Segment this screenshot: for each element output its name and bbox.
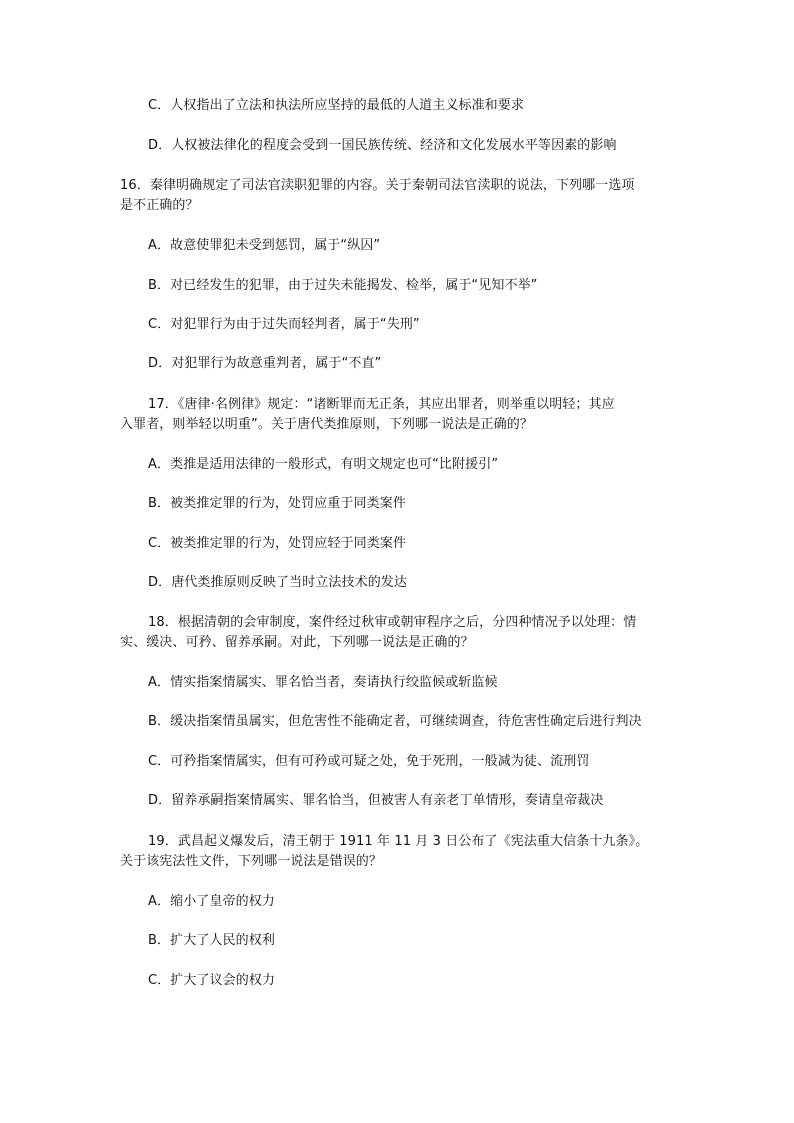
question-17-option-a: A．类推是适用法律的一般形式，有明文规定也可“比附援引”: [148, 457, 499, 472]
question-17-stem-cont: 入罪者，则举轻以明重”。关于唐代类推原则，下列哪一说法是正确的？: [120, 417, 533, 432]
question-17-option-c: C．被类推定罪的行为，处罚应轻于同类案件: [148, 536, 407, 551]
option-c-line: C．人权指出了立法和执法所应坚持的最低的人道主义标准和要求: [148, 98, 524, 113]
question-16-option-d: D．对犯罪行为故意重判者，属于“不直”: [148, 356, 382, 371]
question-19-stem-cont: 关于该宪法性文件，下列哪一说法是错误的？: [120, 854, 383, 869]
question-17-option-b: B．被类推定罪的行为，处罚应重于同类案件: [148, 496, 406, 511]
question-16-option-b: B．对已经发生的犯罪，由于过失未能揭发、检举，属于“见知不举”: [148, 278, 538, 293]
question-19-option-b: B．扩大了人民的权利: [148, 933, 275, 948]
question-19-option-c: C．扩大了议会的权力: [148, 973, 276, 988]
question-16-option-a: A．故意使罪犯未受到惩罚，属于“纵囚”: [148, 238, 381, 253]
question-18-option-c: C．可矜指案情属实，但有可矜或可疑之处，免于死刑，一般减为徒、流刑罚: [148, 754, 590, 769]
question-16-stem-cont: 是不正确的？: [120, 198, 199, 213]
option-d-line: D．人权被法律化的程度会受到一国民族传统、经济和文化发展水平等因素的影响: [148, 138, 617, 153]
question-18-option-a: A．情实指案情属实、罪名恰当者，奏请执行绞监候或斩监候: [148, 675, 498, 690]
question-19-option-a: A．缩小了皇帝的权力: [148, 894, 275, 909]
question-18-stem: 18．根据清朝的会审制度，案件经过秋审或朝审程序之后，分四种情况予以处理：情: [148, 615, 637, 630]
question-16-stem: 16．秦律明确规定了司法官渎职犯罪的内容。关于秦朝司法官渎职的说法，下列哪一选项: [120, 178, 635, 193]
question-18-option-b: B．缓决指案情虽属实，但危害性不能确定者，可继续调查，待危害性确定后进行判决: [148, 714, 642, 729]
question-18-stem-cont: 实、缓决、可矜、留养承嗣。对此，下列哪一说法是正确的？: [120, 635, 474, 650]
question-18-option-d: D．留养承嗣指案情属实、罪名恰当，但被害人有亲老丁单情形，奏请皇帝裁决: [148, 793, 604, 808]
question-16-option-c: C．对犯罪行为由于过失而轻判者，属于“失刑”: [148, 317, 420, 332]
question-17-stem: 17．《唐律·名例律》规定：“诸断罪而无正条，其应出罪者，则举重以明轻；其应: [148, 397, 615, 412]
question-17-option-d: D．唐代类推原则反映了当时立法技术的发达: [148, 575, 408, 590]
question-19-stem: 19．武昌起义爆发后，清王朝于 1911 年 11 月 3 日公布了《宪法重大信条十九条》。: [148, 834, 649, 849]
